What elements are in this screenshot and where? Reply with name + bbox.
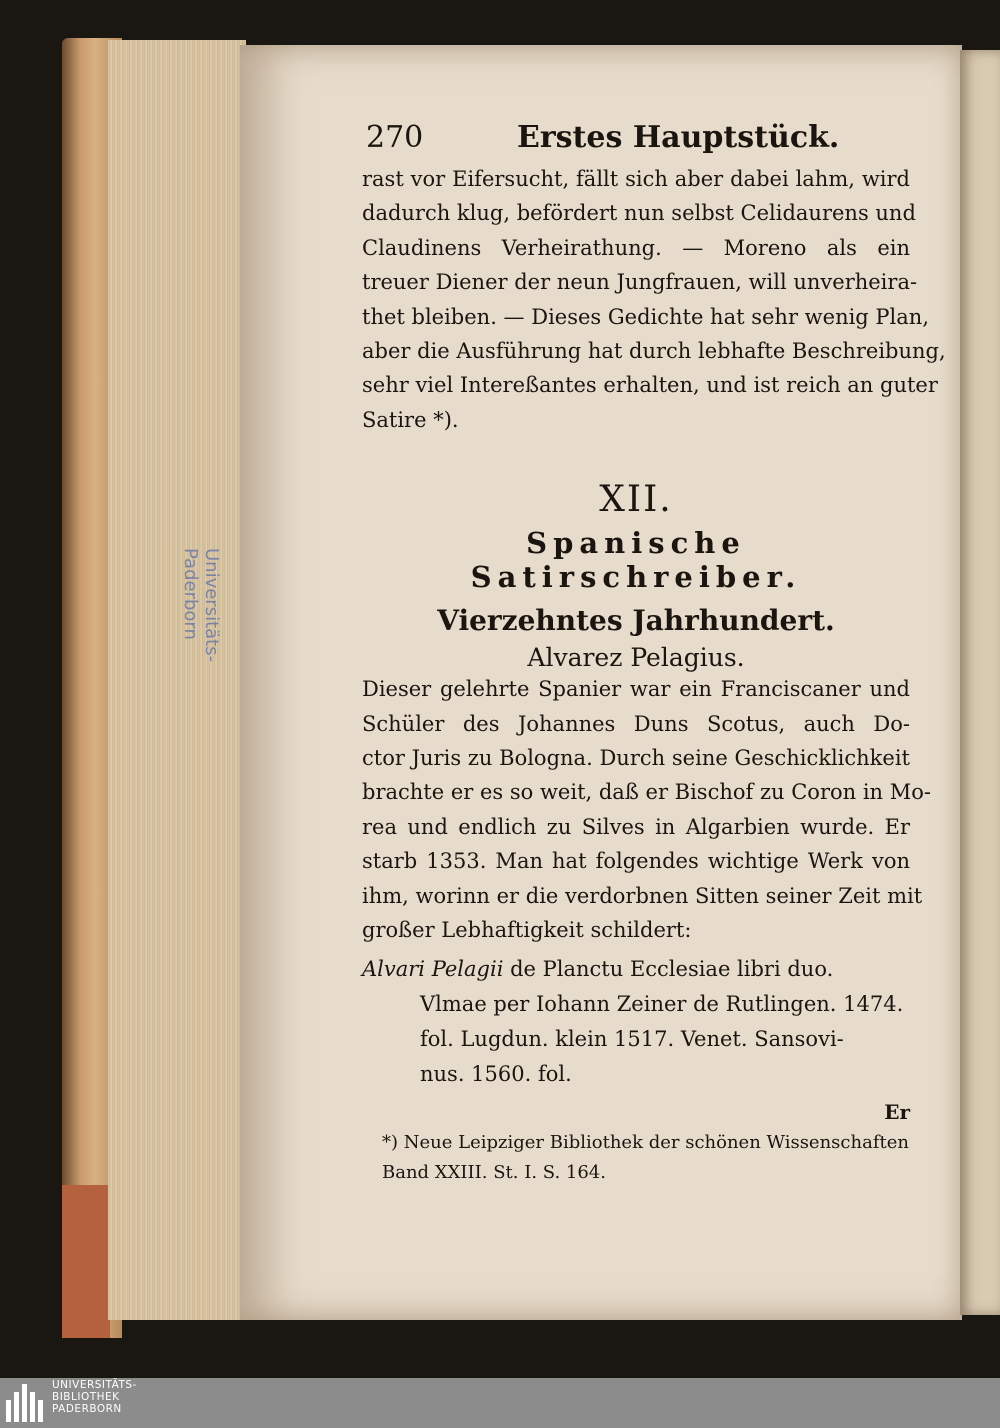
running-head	[362, 112, 910, 162]
catchword: Er	[884, 1099, 910, 1124]
text-line: ihm, worinn er die verdorbnen Sitten seiner Zeit mit	[362, 883, 923, 908]
bibliography-author: Alvari Pelagii	[362, 956, 504, 981]
text-line: dadurch klug, befördert nun selbst Celidaurens und	[362, 201, 916, 226]
text-line: Claudinens Verheirathung. — Moreno als ein	[362, 235, 910, 260]
paragraph-biography	[362, 672, 931, 947]
bibliography-line: nus. 1560. fol.	[420, 1061, 572, 1086]
footnote-line: *) Neue Leipziger Bibliothek der schönen Wissenschaften	[382, 1131, 909, 1153]
library-name	[52, 1379, 137, 1415]
text-line: brachte er es so weit, daß er Bischof zu Coron in Mo-	[362, 780, 931, 805]
section-author-name: Alvarez Pelagius.	[527, 643, 745, 673]
text-line: thet bleiben. — Dieses Gedichte hat sehr wenig Plan,	[362, 304, 929, 329]
text-line: Schüler des Johannes Duns Scotus, auch Do-	[362, 711, 910, 736]
text-line: rea und endlich zu Silves in Algarbien wurde. Er	[362, 814, 910, 839]
text-line: treuer Diener der neun Jungfrauen, will unverheira-	[362, 270, 918, 295]
text-line: Satire *).	[362, 407, 459, 432]
running-title: Erstes Hauptstück.	[517, 120, 840, 155]
library-name-line: UNIVERSITÄTS-	[52, 1379, 137, 1391]
library-logo-icon	[6, 1384, 44, 1422]
section-title: Spanische Satirschreiber.	[470, 526, 802, 595]
stamp-line: Paderborn	[180, 548, 201, 640]
book-cover-red-patch	[62, 1185, 110, 1338]
bibliography-first-line	[362, 952, 910, 987]
bibliography-title: de Planctu Ecclesiae libri duo.	[510, 956, 834, 981]
page-number: 270	[366, 120, 424, 155]
library-name-line: BIBLIOTHEK	[52, 1391, 120, 1403]
page-text	[362, 112, 946, 1188]
bibliography-entry	[362, 952, 910, 1092]
library-name-line: PADERBORN	[52, 1403, 122, 1415]
footnote	[362, 1128, 910, 1188]
library-stamp	[176, 548, 222, 698]
text-line: ctor Juris zu Bologna. Durch seine Geschicklichkeit	[362, 746, 910, 771]
bibliography-line: fol. Lugdun. klein 1517. Venet. Sansovi-	[420, 1026, 844, 1051]
stamp-line: Universitäts-	[201, 548, 222, 663]
library-footer-bar	[0, 1378, 1000, 1428]
paragraph-continuation	[362, 162, 946, 437]
text-line: sehr viel Intereßantes erhalten, und ist reich an guter	[362, 373, 938, 398]
text-line: großer Lebhaftigkeit schildert:	[362, 918, 692, 943]
text-line: aber die Ausführung hat durch lebhafte Beschreibung,	[362, 339, 946, 364]
section-number: XII.	[599, 479, 673, 521]
text-line: Dieser gelehrte Spanier war ein Franciscaner und	[362, 677, 910, 702]
text-line: starb 1353. Man hat folgendes wichtige Werk von	[362, 849, 910, 874]
footnote-line: Band XXIII. St. I. S. 164.	[382, 1161, 606, 1183]
bibliography-line: Vlmae per Iohann Zeiner de Rutlingen. 1474.	[420, 991, 904, 1016]
text-line: rast vor Eifersucht, fällt sich aber dabei lahm, wird	[362, 167, 910, 191]
facing-page-edge	[960, 50, 1000, 1315]
section-century: Vierzehntes Jahrhundert.	[437, 604, 835, 638]
